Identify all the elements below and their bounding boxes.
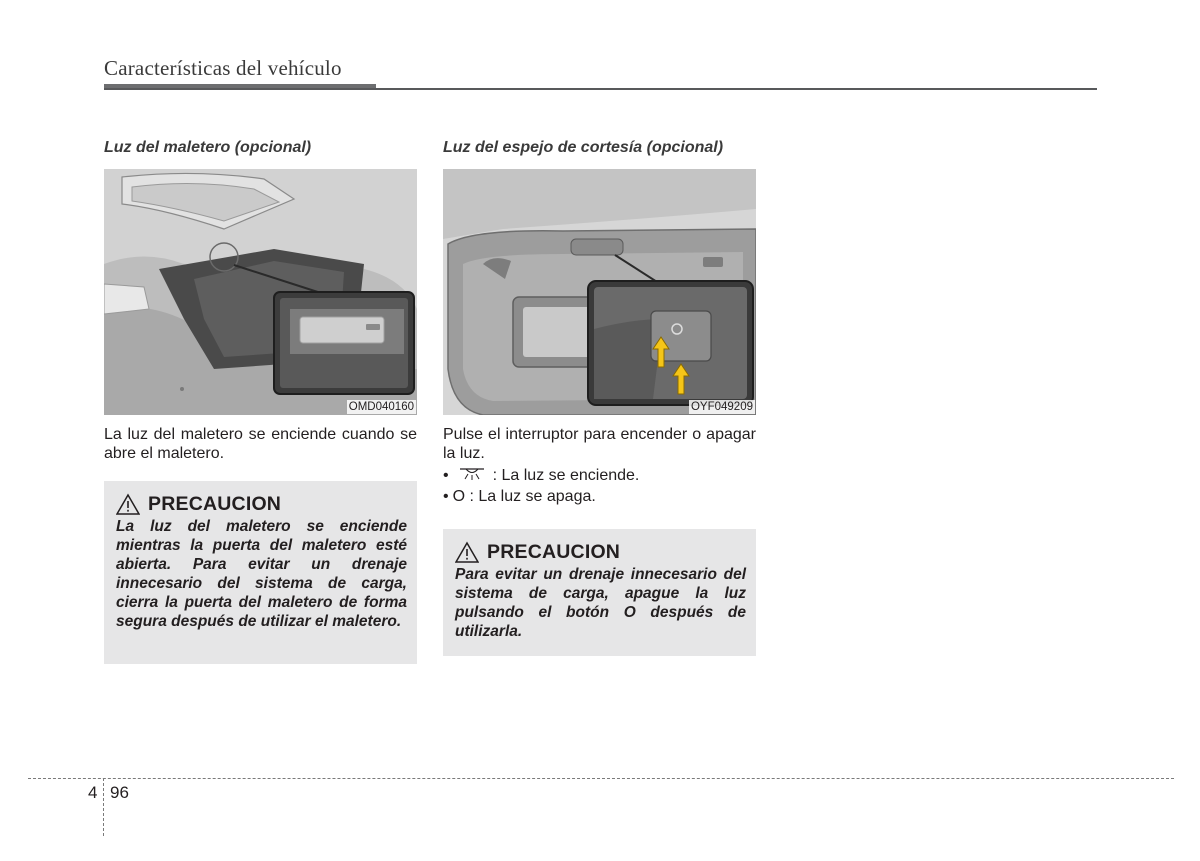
list-item [443,465,756,486]
warning-triangle-icon [455,541,479,563]
trunk-light-figure [104,169,417,415]
right-column [443,138,756,640]
trunk-light-description: La luz del maletero se enciende cuando se abre el maletero. [104,426,417,462]
footer-rule [28,778,1174,779]
header-rule [104,88,1097,90]
list-item [443,486,756,507]
vanity-mirror-instruction: Pulse el interruptor para encender o apagar la luz. [443,426,756,462]
caution-text: La luz del maletero se enciende mientras la puerta del maletero esté abierta. Para evitar un drenaje innecesario del sistema de carga, cierra la puerta del maletero de forma segura después de utilizar el maletero. [116,518,407,630]
switch-positions-list [443,465,756,507]
left-column [104,138,417,630]
caution-text: Para evitar un drenaje innecesario del sistema de carga, apague la luz pulsando el botón O después de utilizarla. [455,566,746,640]
trunk-light-heading: Luz del maletero (opcional) [104,139,312,156]
lamp-on-text: : La luz se enciende. [492,467,640,484]
caution-box [443,529,756,656]
caution-title: PRECAUCION [487,540,621,563]
caution-title: PRECAUCION [148,492,282,515]
page-number: 96 [110,783,129,802]
chapter-number: 4 [88,783,98,802]
bullet: • [443,467,449,484]
lamp-on-icon [459,467,485,481]
figure-code: OYF049209 [690,401,753,413]
page-header-title: Características del vehículo [104,56,342,80]
trunk-illustration [104,169,417,415]
vanity-mirror-light-heading: Luz del espejo de cortesía (opcional) [443,139,724,156]
bullet: • [443,488,449,505]
footer-divider [103,778,104,836]
vanity-mirror-illustration [443,169,756,415]
vanity-mirror-figure [443,169,756,415]
lamp-off-text: O : La luz se apaga. [452,488,596,505]
figure-code: OMD040160 [348,401,414,413]
caution-box [104,481,417,664]
warning-triangle-icon [116,493,140,515]
vanity-mirror-description [443,425,756,507]
